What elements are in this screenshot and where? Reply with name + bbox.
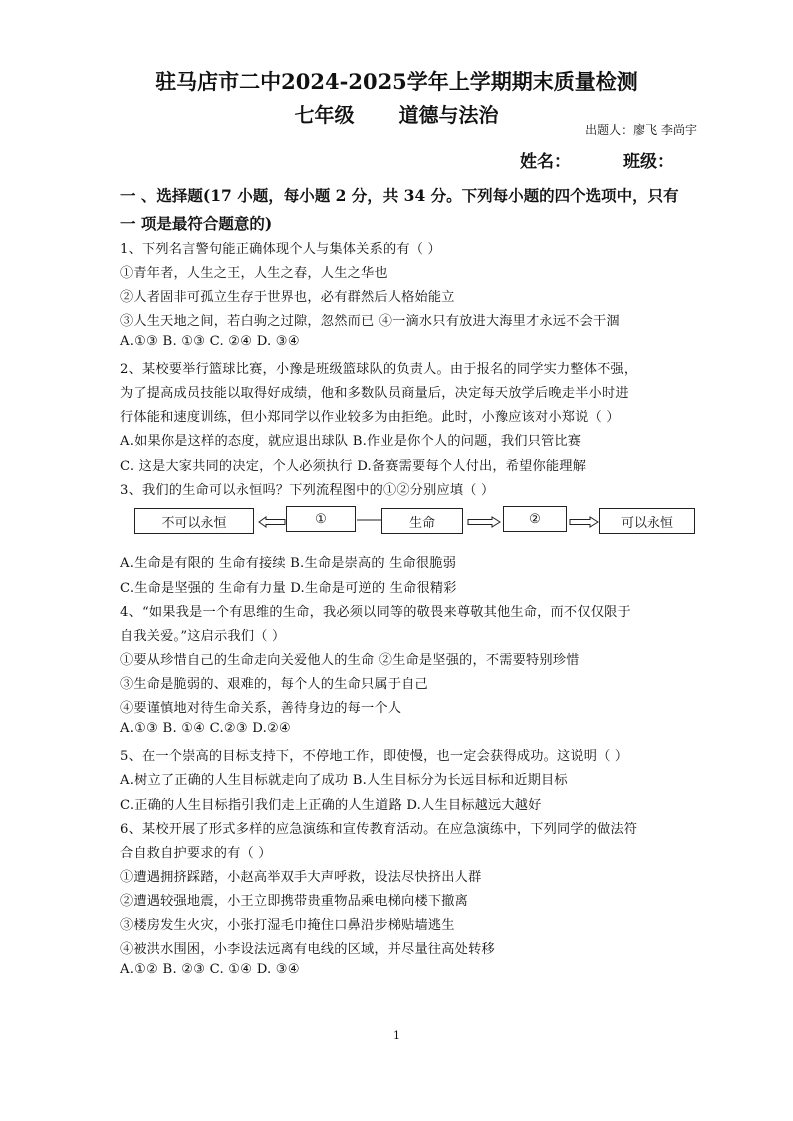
q4-stem-2: 自我关爱。”这启示我们（ ） (120, 629, 286, 644)
subject-label: 道德与法治 (398, 103, 499, 127)
q3-stem: 3、我们的生命可以永恒吗？下列流程图中的①②分别应填（ ） (120, 483, 495, 498)
arrow-left-icon (258, 516, 286, 528)
name-class-row (520, 147, 674, 172)
flow-box-eternal: 可以永恒 (599, 508, 695, 534)
q5-options-cd: C.正确的人生目标指引我们走上正确的人生道路 D.人生目标越远大越好 (120, 798, 542, 813)
section-heading-cont: 一 项是最符合题意的) (120, 214, 273, 233)
arrow-right-icon (569, 516, 599, 528)
name-label: 姓名： (520, 152, 571, 172)
q6-stem-2: 合自救自护要求的有（ ） (120, 846, 272, 861)
flow-box-blank-1: ① (286, 506, 356, 532)
flow-box-not-eternal: 不可以永恒 (134, 508, 254, 534)
q6-item-1: ①遭遇拥挤踩踏，小赵高举双手大声呼救，设法尽快挤出人群 (120, 870, 482, 885)
q1-stem: 1、下列名言警句能正确体现个人与集体关系的有（ ） (120, 242, 441, 257)
q6-item-2: ②遭遇较强地震，小王立即携带贵重物品乘电梯向楼下撤离 (120, 894, 469, 909)
q5-stem: 5、在一个崇高的目标支持下，不停地工作，即使慢，也一定会获得成功。这说明（ ） (120, 749, 629, 764)
q6-item-4: ④被洪水围困，小李设法远离有电线的区域，并尽量往高处转移 (120, 942, 495, 957)
section-heading: 一 、选择题(17 小题，每小题 2 分，共 34 分。下列每小题的四个选项中，只有 (120, 186, 679, 205)
q2-stem-3: 行体能和速度训练，但小郑同学以作业较多为由拒绝。此时，小豫应该对小郑说（ ） (120, 410, 620, 425)
q1-options: A.①③ B. ①③ C. ②④ D. ③④ (120, 334, 300, 349)
q2-options-cd: C. 这是大家共同的决定，个人必须执行 D.备赛需要每个人付出，希望你能理解 (120, 459, 587, 474)
arrow-right-icon (467, 516, 501, 528)
connector-line (357, 518, 381, 522)
flow-box-life: 生命 (381, 508, 463, 534)
q1-item-3-4: ③人生天地之间，若白驹之过隙，忽然而已 ④一滴水只有放进大海里才永远不会干涸 (120, 314, 620, 329)
q4-item-1-2: ①要从珍惜自己的生命走向关爱他人的生命 ②生命是坚强的，不需要特别珍惜 (120, 653, 580, 668)
q2-options-ab: A.如果你是这样的态度，就应退出球队 B.作业是你个人的问题，我们只管比赛 (120, 434, 582, 449)
q6-options: A.①② B. ②③ C. ①④ D. ③④ (120, 962, 300, 977)
flow-box-blank-2: ② (503, 506, 567, 532)
exam-title: 驻马店市二中2024-2025学年上学期期末质量检测 (155, 69, 638, 94)
q2-stem-2: 为了提高成员技能以取得好成绩，他和多数队员商量后，决定每天放学后晚走半小时进 (120, 386, 629, 401)
q6-stem-1: 6、某校开展了形式多样的应急演练和宣传教育活动。在应急演练中，下列同学的做法符 (120, 822, 638, 837)
page-number: 1 (393, 1029, 400, 1042)
q5-options-ab: A.树立了正确的人生目标就走向了成功 B.人生目标分为长远目标和近期目标 (120, 773, 568, 788)
q1-item-1: ①青年者，人生之王，人生之春，人生之华也 (120, 266, 388, 281)
grade-label: 七年级 (294, 103, 355, 127)
q3-options-ab: A.生命是有限的 生命有接续 B.生命是崇高的 生命很脆弱 (120, 556, 457, 571)
author-line: 出题人：廖飞 李尚宇 (585, 123, 697, 137)
q4-stem-1: 4、“如果我是一个有思维的生命，我必须以同等的敬畏来尊敬其他生命，而不仅仅限于 (120, 605, 631, 620)
q4-options: A.①③ B. ①④ C.②③ D.②④ (120, 721, 292, 736)
q4-item-3: ③生命是脆弱的、艰难的，每个人的生命只属于自己 (120, 677, 428, 692)
q3-options-cd: C.生命是坚强的 生命有力量 D.生命是可逆的 生命很精彩 (120, 581, 457, 596)
q4-item-4: ④要谨慎地对待生命关系，善待身边的每一个人 (120, 701, 402, 716)
q6-item-3: ③楼房发生火灾，小张打湿毛巾掩住口鼻沿步梯贴墙逃生 (120, 918, 455, 933)
q2-stem-1: 2、某校要举行篮球比赛，小豫是班级篮球队的负责人。由于报名的同学实力整体不强， (120, 362, 638, 377)
class-label: 班级： (623, 152, 674, 172)
q1-item-2: ②人者固非可孤立生存于世界也，必有群然后人格始能立 (120, 290, 455, 305)
